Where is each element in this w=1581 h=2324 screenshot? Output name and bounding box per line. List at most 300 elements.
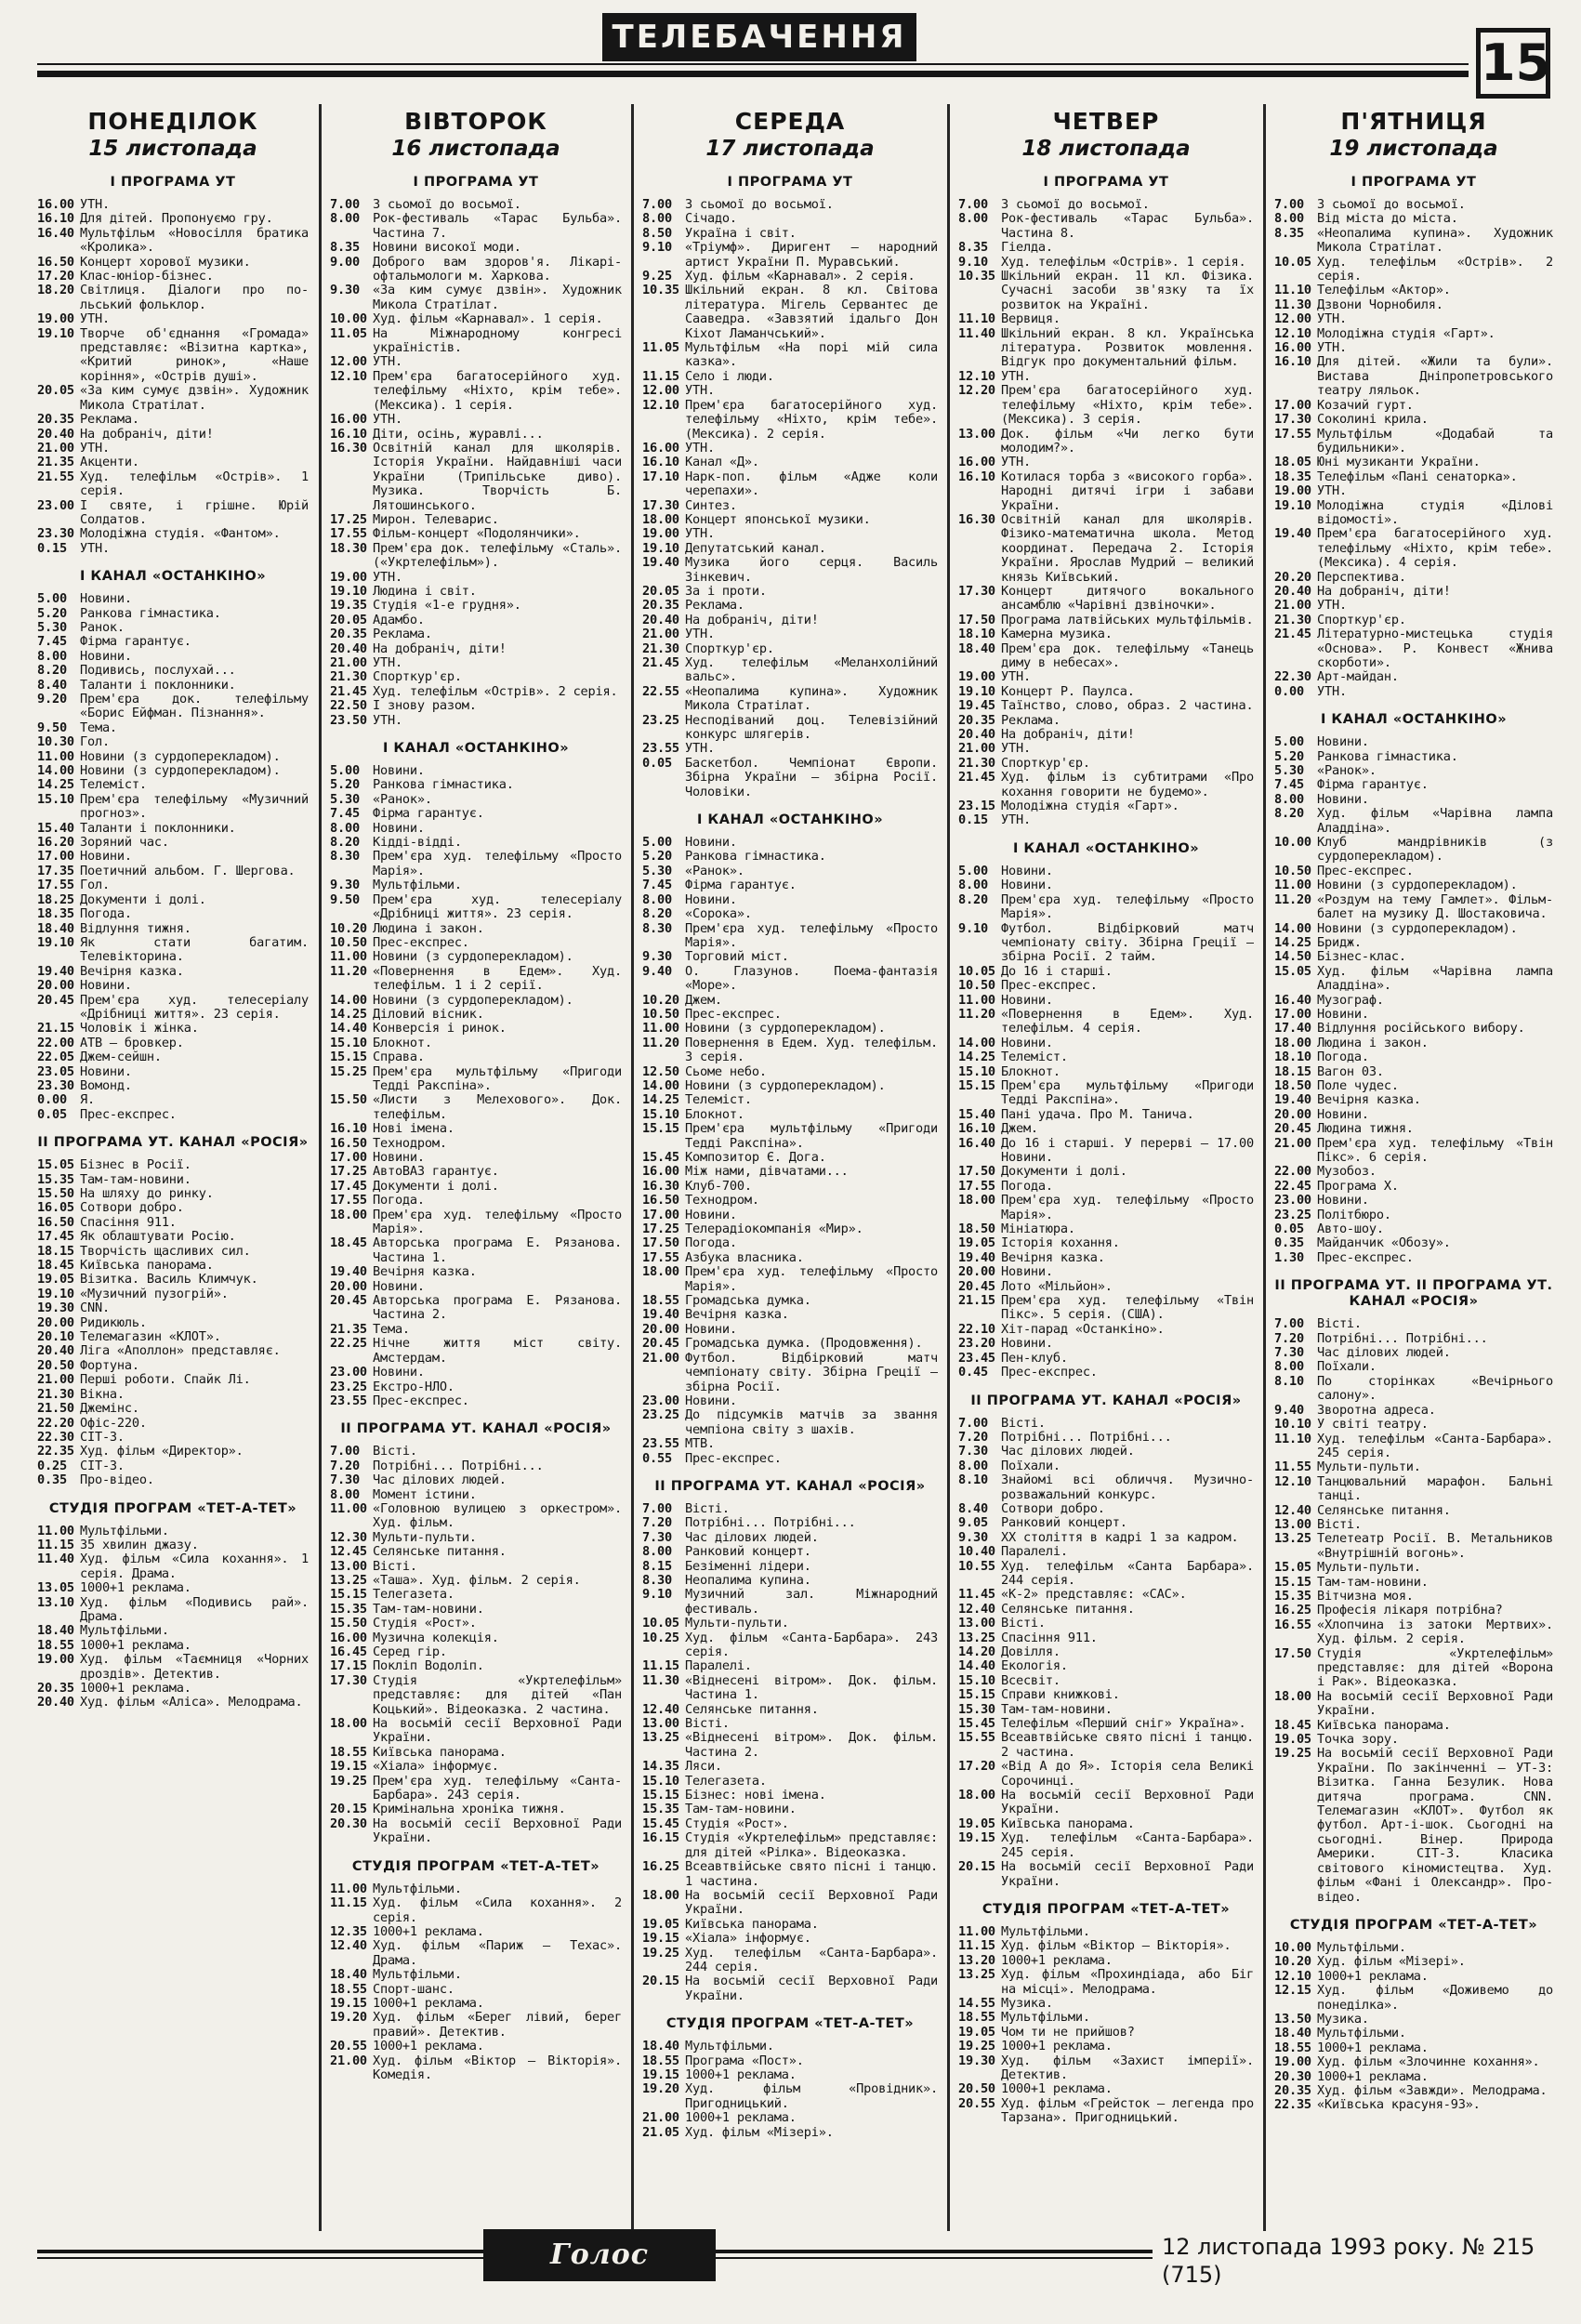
listing-title: Телеміст.	[80, 777, 147, 793]
listing-time: 18.55	[642, 2053, 679, 2068]
listing-item	[330, 1603, 622, 1617]
listing-time: 20.35	[642, 598, 679, 614]
listing-time: 23.05	[37, 1063, 74, 1079]
listing-title: Освітній канал для школярів. Історія України. Найдавніші часи України (Трипільське диво). Музика. Творчість Б. Лятошинського.	[373, 440, 622, 513]
listing-title: Дзвони Чорнобиля.	[1317, 297, 1443, 312]
listing-title: Реклама.	[1001, 712, 1061, 728]
listing-item	[642, 2111, 938, 2125]
listing-title: Прем'єра мультфільму «Пригоди Тедді Ракспіна».	[1001, 1077, 1254, 1108]
listing-time: 10.20	[642, 992, 679, 1008]
listing-item	[958, 1789, 1254, 1817]
listing-time: 17.30	[1274, 412, 1311, 428]
listing-item	[642, 1352, 938, 1394]
day-date: 19 листопада	[1329, 137, 1498, 161]
listing-item	[958, 270, 1254, 312]
listing-item	[958, 2097, 1254, 2126]
listing-title: Джем.	[685, 992, 722, 1008]
listing-time: 8.00	[330, 820, 360, 836]
listing-item	[37, 413, 309, 427]
listing-item	[958, 979, 1254, 993]
listing-time: 8.00	[1274, 1359, 1304, 1375]
listing-time: 16.45	[330, 1644, 367, 1659]
listing-time: 0.35	[37, 1472, 67, 1488]
listing-item	[642, 1037, 938, 1065]
listing-title: УТН.	[1001, 741, 1031, 757]
listing-item	[1274, 1532, 1553, 1561]
listing-item	[330, 893, 622, 922]
listing-item	[1274, 1037, 1553, 1050]
listing-title: За і проти.	[685, 583, 767, 599]
listing-title: Спасіння 911.	[1001, 1630, 1098, 1645]
listing-title: На восьмій сесії Верховної Ради України. По закінченні — УТ-3: Візитка. Ганна Безулик. Нова дитяча програма. CNN. Телемагазин «КЛОТ». Футбол як футбол. Арт-і-шок. Сьогодні на сьогодні. Вінер. Природа Америки. СІТ-3. Класика світового кіномистецтва. Худ. фільм «Фані і Олександр». Про-відео.	[1317, 1746, 1553, 1905]
listing-item	[1274, 614, 1553, 627]
listing-time: 12.10	[958, 368, 995, 384]
listing-item	[1274, 1165, 1553, 1179]
listing-item	[958, 1659, 1254, 1673]
listing-item	[330, 1280, 622, 1294]
listing-time: 9.40	[642, 963, 672, 979]
listing-item	[330, 994, 622, 1008]
listing-title: Азбука власника.	[685, 1249, 804, 1265]
listing-time: 14.55	[958, 1995, 995, 2011]
listing-time: 20.45	[1274, 1121, 1311, 1137]
listing-time: 5.30	[1274, 763, 1304, 779]
listing-time: 9.20	[37, 692, 67, 706]
listing-time: 18.15	[37, 1243, 74, 1259]
listing-time: 10.50	[330, 934, 367, 950]
listing-title: Композитор Є. Дога.	[685, 1150, 826, 1165]
listing-item	[1274, 1375, 1553, 1404]
listing-time: 11.40	[37, 1552, 74, 1567]
listing-time: 16.10	[958, 1121, 995, 1137]
listing-title: УТН.	[80, 311, 110, 327]
listing-item	[37, 312, 309, 326]
listing-title: Новини.	[80, 978, 132, 994]
listing-title: Ранкова гімнастика.	[685, 849, 826, 865]
listing-time: 8.00	[330, 211, 360, 227]
listing-title: Вечірня казка.	[373, 1264, 477, 1280]
listing-title: Селянське питання.	[373, 1544, 507, 1560]
listing-time: 18.40	[37, 1623, 74, 1639]
listing-item	[330, 1394, 622, 1408]
day-date: 16 листопада	[391, 137, 560, 161]
listing-time: 18.15	[1274, 1063, 1311, 1079]
listing-item	[330, 1531, 622, 1545]
listing-item	[958, 742, 1254, 756]
listing-item	[330, 1617, 622, 1631]
listing-title: Творчість щасливих сил.	[80, 1243, 251, 1259]
listing-time: 19.40	[642, 1307, 679, 1323]
listing-time: 21.30	[37, 1386, 74, 1402]
listing-title: Новини.	[373, 1150, 425, 1165]
listing-item	[642, 270, 938, 284]
listing-item	[330, 256, 622, 284]
listing-title: 1000+1 реклама.	[1001, 2039, 1113, 2054]
listing-title: Молодіжна студія «Гарт».	[1001, 799, 1179, 814]
listing-title: 1000+1 реклама.	[1317, 2068, 1429, 2084]
listing-time: 16.25	[642, 1859, 679, 1875]
listing-title: Мініатюра.	[1001, 1221, 1075, 1237]
listing-item	[642, 1588, 938, 1617]
listing-item	[330, 614, 622, 627]
channel-heading: ІІ ПРОГРАМА УТ. ІІ ПРОГРАМА УТ. КАНАЛ «РОСІЯ»	[1274, 1278, 1553, 1310]
listing-time: 0.00	[1274, 683, 1304, 699]
listing-item	[958, 1760, 1254, 1789]
listing-time: 19.05	[1274, 1732, 1311, 1748]
listing-item	[958, 1925, 1254, 1939]
listing-time: 18.40	[37, 920, 74, 936]
listing-item	[958, 1180, 1254, 1194]
listing-item	[37, 994, 309, 1023]
listing-time: 15.35	[330, 1601, 367, 1617]
listing-time: 20.30	[330, 1816, 367, 1831]
listing-title: «За ким сумує дзвін». Художник Микола Стратілат.	[80, 383, 309, 413]
listing-item	[37, 965, 309, 979]
listing-title: Худ. телефільм «Санта-Барбара». 244 серія.	[685, 1945, 938, 1974]
listing-title: Фірма гарантує.	[373, 806, 484, 822]
listing-item	[330, 355, 622, 369]
listing-title: Адамбо.	[373, 612, 425, 627]
listing-time: 18.00	[330, 1716, 367, 1732]
listing-title: Київська панорама.	[1001, 1816, 1135, 1831]
listing-item	[330, 2040, 622, 2053]
channel-heading: СТУДІЯ ПРОГРАМ «ТЕТ-А-ТЕТ»	[351, 1858, 600, 1874]
day-name: П'ЯТНИЦЯ	[1340, 108, 1487, 135]
listing-title: Прес-експрес.	[373, 934, 469, 950]
listing-item	[642, 1932, 938, 1946]
listing-time: 18.00	[1274, 1688, 1311, 1704]
listing-title: Музограф.	[1317, 992, 1384, 1008]
listing-time: 5.00	[958, 863, 988, 878]
listing-time: 9.10	[642, 240, 672, 256]
listing-time: 16.50	[330, 1135, 367, 1151]
listing-time: 15.50	[37, 1186, 74, 1201]
listing-time: 11.15	[958, 1938, 995, 1954]
listing-time: 5.20	[330, 777, 360, 793]
listing-time: 20.40	[642, 612, 679, 627]
listing-item	[330, 370, 622, 413]
listing-title: Погода.	[1317, 1050, 1369, 1065]
listing-time: 20.30	[1274, 2068, 1311, 2084]
listing-title: Футбол. Відбірковий матч чемпіонату світу. Збірна Греції — збірна Росії.	[685, 1350, 938, 1394]
listing-time: 23.00	[1274, 1193, 1311, 1208]
listing-time: 12.10	[1274, 1968, 1311, 1984]
listing-title: «К-2» представляє: «САС».	[1001, 1587, 1187, 1603]
listing-title: Канал «Д».	[685, 455, 759, 470]
listing-time: 10.50	[642, 1006, 679, 1022]
listing-item	[642, 627, 938, 641]
listing-title: 1000+1 реклама.	[373, 2039, 484, 2054]
listing-title: Новини (з сурдоперекладом).	[1317, 920, 1518, 936]
listing-title: Справи книжкові.	[1001, 1687, 1120, 1703]
listing-item	[642, 1308, 938, 1322]
listing-item	[330, 1645, 622, 1659]
listing-title: 1000+1 реклама.	[1317, 2040, 1429, 2055]
listing-title: Молодіжна студія. «Фантом».	[80, 526, 281, 542]
listing-title: Торговий міст.	[685, 949, 789, 965]
listing-title: Клуб-700.	[685, 1178, 752, 1194]
listing-time: 21.35	[37, 455, 74, 470]
listing-item	[1274, 735, 1553, 749]
listing-time: 5.30	[642, 863, 672, 878]
listing-item	[642, 1452, 938, 1466]
listing-item	[642, 1079, 938, 1093]
listing-title: Майданчик «Обозу».	[1317, 1235, 1451, 1251]
listing-time: 20.00	[37, 978, 74, 994]
listing-title: Худ. фільм «Віктор — Вікторія».	[1001, 1938, 1232, 1954]
listing-title: Потрібні... Потрібні...	[1001, 1429, 1172, 1445]
listing-title: Україна і світ.	[685, 225, 797, 241]
day-column-tuesday	[330, 108, 622, 2237]
listing-item	[37, 428, 309, 442]
listing-item	[642, 2082, 938, 2111]
listing-title: Вагон 03.	[1317, 1063, 1384, 1079]
listing-title: Паралелі.	[685, 1658, 752, 1674]
listing-title: Погода.	[685, 1235, 737, 1251]
listing-time: 8.30	[330, 849, 360, 865]
listing-title: Технодром.	[685, 1193, 759, 1208]
listing-title: І знову разом.	[373, 698, 477, 714]
listing-item	[958, 198, 1254, 212]
listing-item	[330, 1208, 622, 1237]
listing-time: 12.40	[958, 1601, 995, 1617]
listing-item	[642, 399, 938, 442]
listing-title: Худ. телефільм «Санта-Барбара». 245 серія.	[1001, 1830, 1254, 1860]
listing-item	[958, 1108, 1254, 1122]
listing-item	[958, 994, 1254, 1008]
listing-title: УТН.	[80, 197, 110, 212]
listing-title: Мультфільми.	[685, 2039, 774, 2054]
listing-item	[958, 1502, 1254, 1516]
listing-time: 20.50	[958, 2081, 995, 2097]
listing-title: Там-там-новини.	[685, 1802, 797, 1817]
listing-item	[37, 1230, 309, 1244]
listing-item	[37, 1596, 309, 1625]
listing-item	[642, 1122, 938, 1151]
channel-heading: І КАНАЛ «ОСТАНКІНО»	[1012, 840, 1200, 856]
listing-time: 5.20	[37, 605, 67, 621]
listing-item	[642, 1165, 938, 1179]
listing-item	[642, 1008, 938, 1022]
listing-title: Худ. телефільм «Меланхолійний вальс».	[685, 655, 938, 685]
listing-item	[958, 513, 1254, 585]
listing-item	[1274, 284, 1553, 297]
listing-title: Прем'єра док. телефільму «Танець диму в небесах».	[1001, 640, 1254, 670]
listing-item	[37, 1158, 309, 1172]
listing-item	[642, 850, 938, 864]
listing-time: 23.25	[1274, 1207, 1311, 1222]
listing-time: 9.10	[958, 920, 988, 936]
listing-time: 15.30	[958, 1701, 995, 1717]
listing-item	[330, 1939, 622, 1968]
listing-time: 13.05	[37, 1580, 74, 1596]
listing-title: Бридж.	[1317, 934, 1362, 950]
listing-title: Новини.	[373, 820, 425, 836]
listing-title: Синтез.	[685, 497, 737, 513]
listing-title: Баскетбол. Чемпіонат Європи. Збірна України — збірна Росії. Чоловіки.	[685, 755, 938, 799]
listing-title: Джем.	[1001, 1121, 1038, 1137]
listing-item	[330, 836, 622, 850]
listing-time: 0.00	[37, 1092, 67, 1108]
listing-item	[642, 1760, 938, 1774]
listing-item	[958, 256, 1254, 270]
listing-time: 23.00	[642, 1393, 679, 1408]
listing-title: Клуб мандрівників (з сурдоперекладом).	[1317, 835, 1553, 865]
listing-time: 11.20	[1274, 891, 1311, 907]
listing-time: 8.00	[958, 211, 988, 227]
listing-title: Зоряний час.	[80, 835, 169, 851]
listing-item	[330, 1746, 622, 1760]
listing-time: 19.30	[958, 2053, 995, 2068]
listing-time: 9.30	[958, 1529, 988, 1545]
issue-date-line: 12 листопада 1993 року. № 215 (715)	[1162, 2234, 1535, 2288]
listing-item	[958, 1603, 1254, 1617]
listing-time: 19.40	[37, 963, 74, 979]
listing-title: Зворотна адреса.	[1317, 1402, 1436, 1418]
listing-item	[330, 1265, 622, 1279]
listing-time: 20.55	[330, 2039, 367, 2054]
listing-item	[642, 585, 938, 599]
listing-item	[642, 1437, 938, 1451]
listing-item	[958, 470, 1254, 513]
listing-title: Новини.	[685, 835, 737, 851]
listing-time: 11.15	[330, 1895, 367, 1911]
listing-item	[1274, 1251, 1553, 1265]
listing-time: 17.50	[958, 1164, 995, 1180]
day-name: ВІВТОРОК	[404, 108, 547, 135]
listing-item	[37, 778, 309, 792]
listing-item	[37, 1417, 309, 1431]
listing-title: Новини.	[1001, 992, 1053, 1008]
listing-item	[958, 1939, 1254, 1953]
listing-title: Знайомі всі обличчя. Музично-розважальний конкурс.	[1001, 1472, 1254, 1502]
listing-time: 12.40	[642, 1701, 679, 1717]
listing-time: 18.55	[330, 1744, 367, 1760]
listing-time: 19.10	[1274, 497, 1311, 513]
listing-title: Паралелі.	[1001, 1544, 1068, 1560]
listing-title: УТН.	[1001, 368, 1031, 384]
listing-item	[958, 1560, 1254, 1589]
listing-item	[330, 2011, 622, 2040]
listing-time: 8.10	[1274, 1373, 1304, 1389]
listing-item	[330, 327, 622, 356]
listing-title: Всеавтвійське свято пісні і танцю. 1 частина.	[685, 1859, 938, 1889]
listing-time: 21.45	[1274, 627, 1311, 642]
listing-time: 12.10	[642, 397, 679, 413]
listing-time: 19.10	[37, 325, 74, 341]
listing-title: Справа.	[373, 1050, 425, 1065]
listing-time: 14.25	[958, 1050, 995, 1065]
listing-item	[330, 1574, 622, 1588]
day-date: 18 листопада	[1021, 137, 1191, 161]
listing-time: 16.10	[330, 1121, 367, 1137]
listing-title: Прем'єра худ. телефільму «Просто Марія».	[685, 920, 938, 950]
channel-heading: ІІ ПРОГРАМА УТ. КАНАЛ «РОСІЯ»	[654, 1478, 926, 1494]
listing-title: Новини (з сурдоперекладом).	[373, 949, 573, 965]
listing-time: 9.30	[330, 283, 360, 298]
listing-time: 18.45	[330, 1235, 367, 1251]
listing-title: УТН.	[1317, 483, 1347, 499]
listing-title: Футбол. Відбірковий матч чемпіонату світу. Збірна Греції — збірна Росії. 2 тайм.	[1001, 920, 1254, 965]
listing-title: Худ. фільм «Директор».	[80, 1444, 244, 1459]
listing-item	[958, 1731, 1254, 1760]
listing-item	[642, 2126, 938, 2140]
listing-item	[958, 813, 1254, 827]
listing-time: 10.05	[1274, 254, 1311, 270]
listing-title: Світлиця. Діалоги про по-льський фольклор.	[80, 283, 309, 312]
listing-time: 12.15	[1274, 1983, 1311, 1999]
listing-time: 20.35	[37, 412, 74, 428]
listing-time: 16.25	[1274, 1603, 1311, 1618]
listing-time: 8.30	[642, 1572, 672, 1588]
listing-item	[1274, 1093, 1553, 1107]
listing-time: 12.45	[330, 1544, 367, 1560]
listing-item	[958, 1545, 1254, 1559]
listing-item	[642, 1617, 938, 1631]
listing-time: 16.05	[37, 1200, 74, 1216]
listing-item	[37, 1552, 309, 1581]
listing-item	[37, 1187, 309, 1201]
listing-title: Як облаштувати Росію.	[80, 1229, 236, 1245]
listing-time: 19.20	[330, 2010, 367, 2026]
listing-time: 15.05	[37, 1157, 74, 1173]
listing-item	[958, 1997, 1254, 2011]
listing-title: Прем'єра худ. телефільму «Просто Марія».	[1001, 891, 1254, 922]
listing-time: 15.05	[1274, 1560, 1311, 1576]
listing-item	[330, 1294, 622, 1323]
listing-title: Прес-експрес.	[1317, 1249, 1414, 1265]
listing-item	[958, 1050, 1254, 1064]
listing-item	[330, 428, 622, 442]
listing-time: 21.45	[642, 655, 679, 670]
listing-title: Всесвіт.	[1001, 1672, 1061, 1688]
listing-item	[1274, 1404, 1553, 1418]
listing-item	[958, 1445, 1254, 1459]
listing-title: Студія «1-е грудня».	[373, 598, 521, 614]
listing-time: 15.10	[958, 1063, 995, 1079]
channel-heading: ІІ ПРОГРАМА УТ. КАНАЛ «РОСІЯ»	[37, 1135, 309, 1151]
listing-item	[330, 656, 622, 670]
listing-item	[642, 1703, 938, 1717]
listing-item	[1274, 1008, 1553, 1022]
listing-title: Вісті.	[1317, 1516, 1362, 1532]
listing-title: Нарк-поп. фільм «Адже коли черепахи».	[685, 469, 938, 499]
listing-title: Худ. фільм «Мізері».	[685, 2124, 834, 2140]
listing-item	[642, 1323, 938, 1337]
listing-time: 20.05	[37, 383, 74, 399]
listing-item	[958, 1531, 1254, 1545]
listing-time: 16.10	[958, 469, 995, 484]
listing-time: 18.55	[330, 1981, 367, 1997]
listing-title: З сьомої до восьмої.	[685, 197, 834, 212]
listing-item	[37, 878, 309, 892]
listing-title: Тема.	[373, 1321, 410, 1337]
listing-time: 23.55	[642, 741, 679, 757]
listing-time: 7.45	[330, 806, 360, 822]
listing-item	[642, 965, 938, 994]
listing-time: 17.55	[958, 1178, 995, 1194]
channel-heading: І ПРОГРАМА УТ	[413, 175, 539, 190]
listing-title: Я.	[80, 1092, 95, 1108]
listing-item	[1274, 1222, 1553, 1236]
listing-time: 22.00	[37, 1035, 74, 1050]
listing-title: УТН.	[1317, 311, 1347, 327]
listing-time: 8.00	[1274, 211, 1304, 227]
listing-title: Історія кохання.	[1001, 1235, 1120, 1251]
listing-item	[1274, 1747, 1553, 1904]
listing-title: Прем'єра худ. телефільму «Просто Марія».	[373, 1207, 622, 1237]
listing-item	[642, 994, 938, 1008]
